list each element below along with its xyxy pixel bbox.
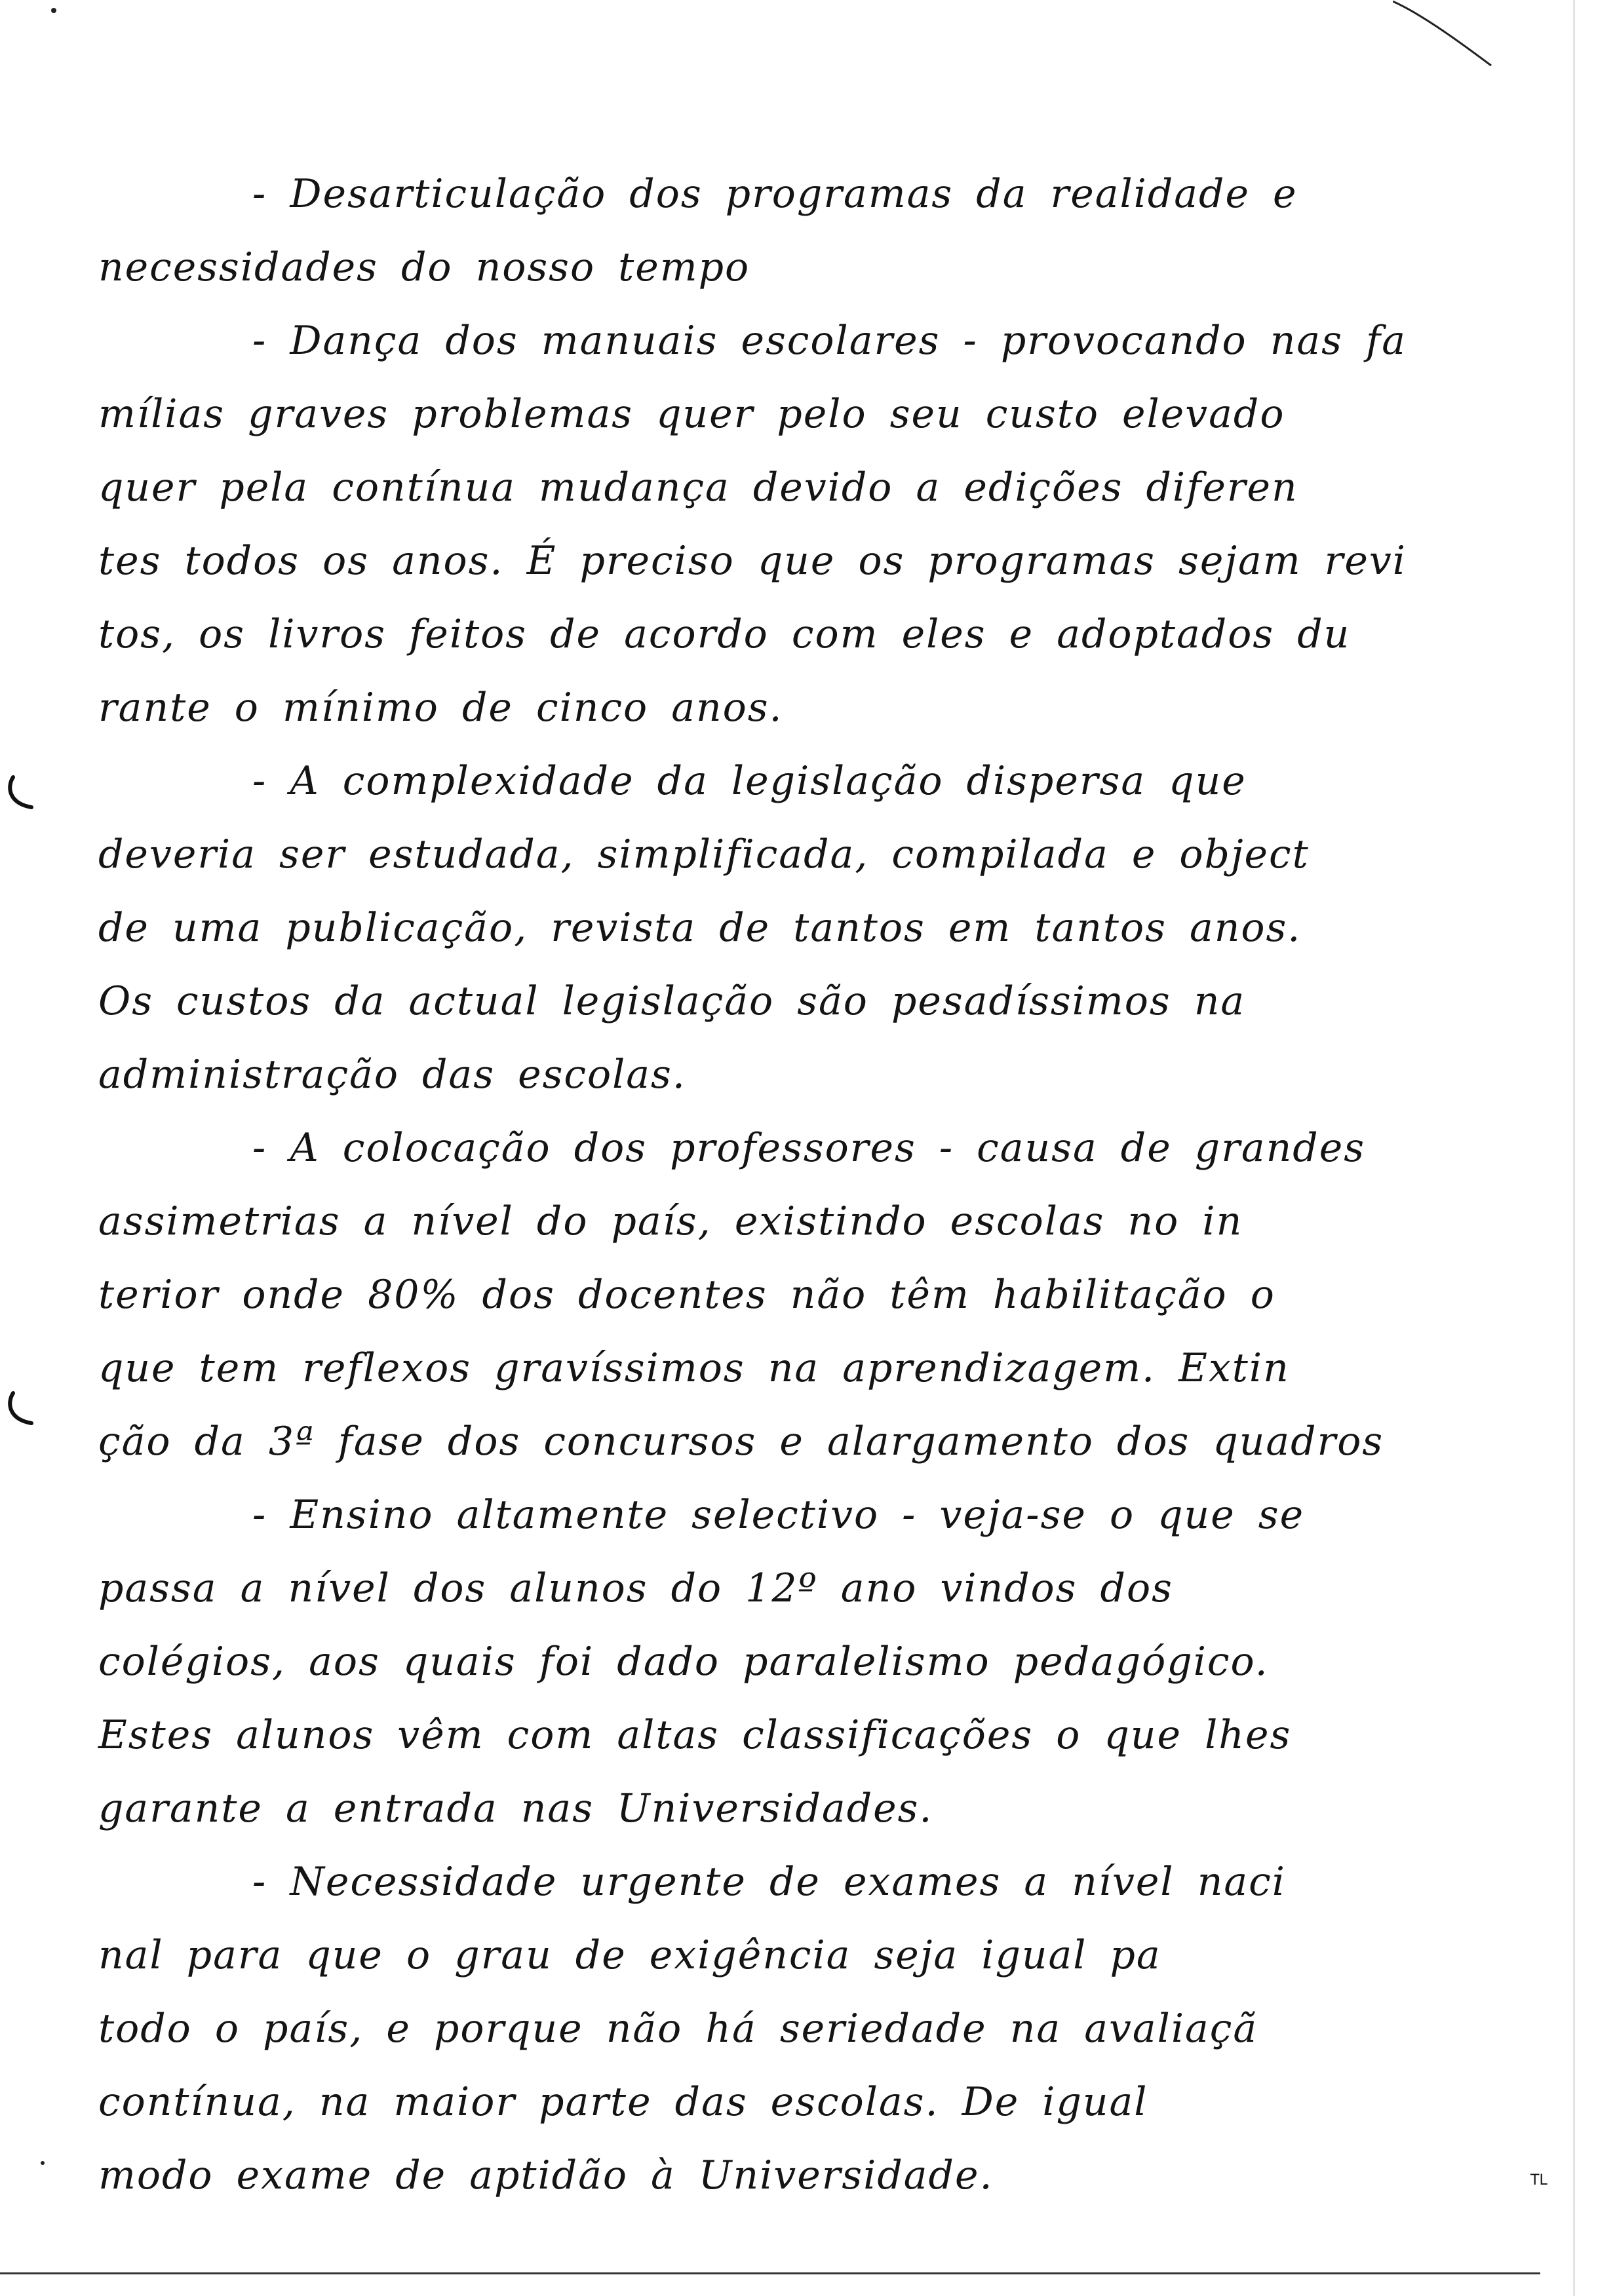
text-line: - A colocação dos professores - causa de grandes	[252, 1125, 1366, 1171]
text-line: deveria ser estudada, simplificada, compilada e object	[98, 832, 1310, 877]
text-line: modo exame de aptidão à Universidade.	[98, 2152, 994, 2198]
ink-speck	[41, 2161, 45, 2165]
text-line: assimetrias a nível do país, existindo escolas no in	[98, 1198, 1243, 1244]
text-line: - Necessidade urgente de exames a nível naci	[252, 1859, 1286, 1905]
corner-fold-mark	[1393, 0, 1498, 72]
text-line: - Dança dos manuais escolares - provocando nas fa	[252, 318, 1407, 364]
text-line: mílias graves problemas quer pelo seu custo elevado	[98, 391, 1285, 437]
text-line: rante o mínimo de cinco anos.	[98, 685, 783, 731]
text-line: - Ensino altamente selectivo - veja-se o que se	[252, 1492, 1305, 1538]
text-line: contínua, na maior parte das escolas. De igual	[98, 2079, 1148, 2125]
text-line: Os custos da actual legislação são pesadíssimos na	[98, 978, 1246, 1024]
text-line: todo o país, e porque não há seriedade na avaliaçã	[98, 2006, 1258, 2052]
page-bottom-rule	[0, 2272, 1540, 2274]
text-line: de uma publicação, revista de tantos em tantos anos.	[98, 905, 1302, 951]
sheet-edge	[1573, 0, 1575, 2296]
text-line: quer pela contínua mudança devido a edições diferen	[98, 465, 1298, 510]
text-line: - Desarticulação dos programas da realidade e	[252, 171, 1298, 217]
text-line: - A complexidade da legislação dispersa que	[252, 758, 1247, 804]
text-line: tes todos os anos. É preciso que os programas sejam revi	[98, 538, 1407, 584]
text-line: necessidades do nosso tempo	[98, 244, 750, 290]
text-line: administração das escolas.	[98, 1052, 686, 1098]
punch-hole-mark	[5, 773, 45, 813]
text-line: que tem reflexos gravíssimos na aprendizagem. Extin	[98, 1345, 1290, 1391]
handwritten-text	[98, 157, 1560, 2212]
text-line: Estes alunos vêm com altas classificações o que lhes	[98, 1712, 1292, 1758]
punch-hole-mark	[5, 1389, 45, 1428]
text-line: passa a nível dos alunos do 12º ano vindos dos	[98, 1565, 1173, 1611]
text-line: ção da 3ª fase dos concursos e alargamento dos quadros	[98, 1419, 1384, 1464]
text-line: colégios, aos quais foi dado paralelismo pedagógico.	[98, 1639, 1269, 1685]
text-line: tos, os livros feitos de acordo com eles e adoptados du	[98, 611, 1351, 657]
ink-speck	[51, 8, 56, 13]
text-line: terior onde 80% dos docentes não têm habilitação o	[98, 1272, 1275, 1318]
text-line: garante a entrada nas Universidades.	[98, 1786, 933, 1831]
text-line: nal para que o grau de exigência seja igual pa	[98, 1932, 1161, 1978]
corner-initials: TL	[1530, 2172, 1547, 2189]
